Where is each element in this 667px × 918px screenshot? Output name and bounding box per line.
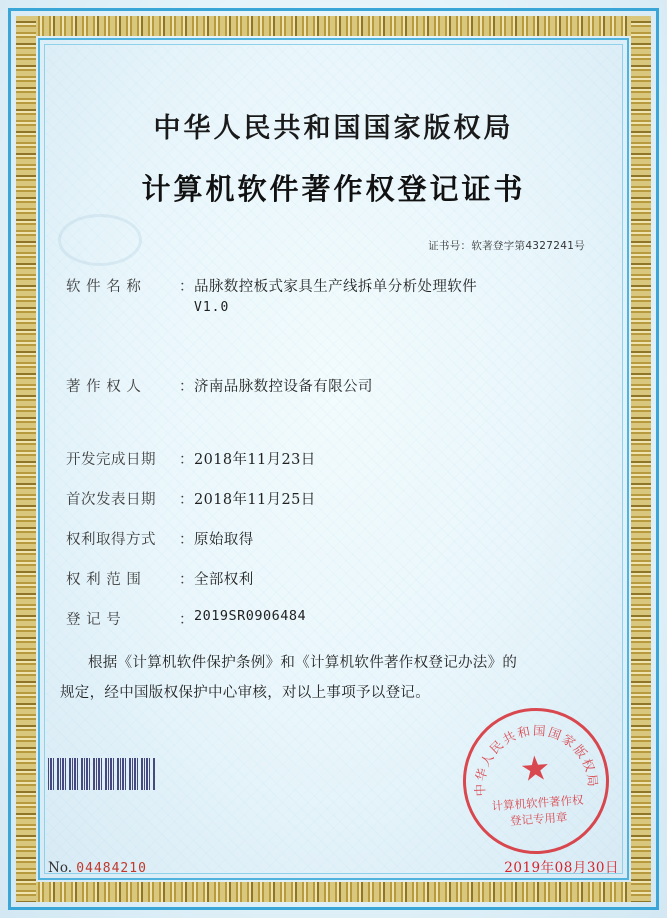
field-label-text: 登 记 号 xyxy=(66,612,122,628)
seal-line-1: 计算机软件著作权 xyxy=(491,792,584,814)
field-value: 济南品脉数控设备有限公司 xyxy=(194,379,373,395)
field-colon: ： xyxy=(179,612,194,628)
field-label xyxy=(66,275,194,296)
spacer xyxy=(66,341,607,375)
page-title: 中华人民共和国国家版权局 xyxy=(153,113,514,144)
certificate-number-value: 软著登字第4327241号 xyxy=(471,240,585,252)
greek-key-border-bottom xyxy=(16,882,651,902)
official-seal xyxy=(458,703,614,859)
field-value: 原始取得 xyxy=(194,532,254,548)
field-label-text: 著 作 权 人 xyxy=(66,379,142,395)
field-row xyxy=(66,488,607,509)
field-label-text: 权利取得方式 xyxy=(66,532,156,548)
field-row xyxy=(66,275,607,315)
certificate-number xyxy=(60,238,607,253)
serial-number-value: 04484210 xyxy=(76,861,147,876)
field-colon: ： xyxy=(179,279,194,295)
spacer xyxy=(66,422,607,448)
field-label xyxy=(66,528,194,549)
field-row xyxy=(66,448,607,469)
field-value xyxy=(194,275,607,315)
field-value: 全部权利 xyxy=(194,572,254,588)
field-label-text: 权 利 范 围 xyxy=(66,572,142,588)
greek-key-border-top xyxy=(16,16,651,36)
seal-line-2: 登记专用章 xyxy=(509,809,568,828)
field-colon: ： xyxy=(179,572,194,588)
field-row xyxy=(66,375,607,396)
field-label xyxy=(66,375,194,396)
field-value: 2018年11月25日 xyxy=(194,492,316,508)
statement-line-2: 规定，经中国版权保护中心审核，对以上事项予以登记。 xyxy=(60,685,430,701)
field-label-text: 首次发表日期 xyxy=(66,492,156,508)
serial-number xyxy=(48,860,147,876)
field-colon: ： xyxy=(179,532,194,548)
field-colon: ： xyxy=(179,492,194,508)
svg-text:中华人民共和国国家版权局: 中华人民共和国国家版权局 xyxy=(472,722,601,797)
field-label-text: 软 件 名 称 xyxy=(66,279,142,295)
page-subtitle: 计算机软件著作权登记证书 xyxy=(141,172,526,206)
barcode xyxy=(48,758,156,790)
field-row xyxy=(66,608,607,629)
field-value: 2019SR0906484 xyxy=(194,608,307,624)
star-icon: ★ xyxy=(518,750,552,790)
serial-number-label: No. xyxy=(48,860,72,876)
field-label xyxy=(66,488,194,509)
field-label-text: 开发完成日期 xyxy=(66,452,156,468)
greek-key-border-right xyxy=(631,16,651,902)
field-value-version: V1.0 xyxy=(194,300,230,315)
field-list xyxy=(60,275,607,629)
field-value: 2018年11月23日 xyxy=(194,452,316,468)
field-label xyxy=(66,568,194,589)
field-label xyxy=(66,448,194,469)
greek-key-border-left xyxy=(16,16,36,902)
statement-line-1: 根据《计算机软件保护条例》和《计算机软件著作权登记办法》的 xyxy=(88,655,518,671)
field-label xyxy=(66,608,194,629)
issue-date: 2019年08月30日 xyxy=(504,860,619,876)
field-colon: ： xyxy=(179,379,194,395)
certificate-footer xyxy=(48,856,619,876)
field-colon: ： xyxy=(179,452,194,468)
statement-paragraph xyxy=(60,648,607,708)
field-value-text: 品脉数控板式家具生产线拆单分析处理软件 xyxy=(194,279,478,295)
certificate-number-label: 证书号： xyxy=(428,240,472,252)
field-row xyxy=(66,528,607,549)
field-row xyxy=(66,568,607,589)
